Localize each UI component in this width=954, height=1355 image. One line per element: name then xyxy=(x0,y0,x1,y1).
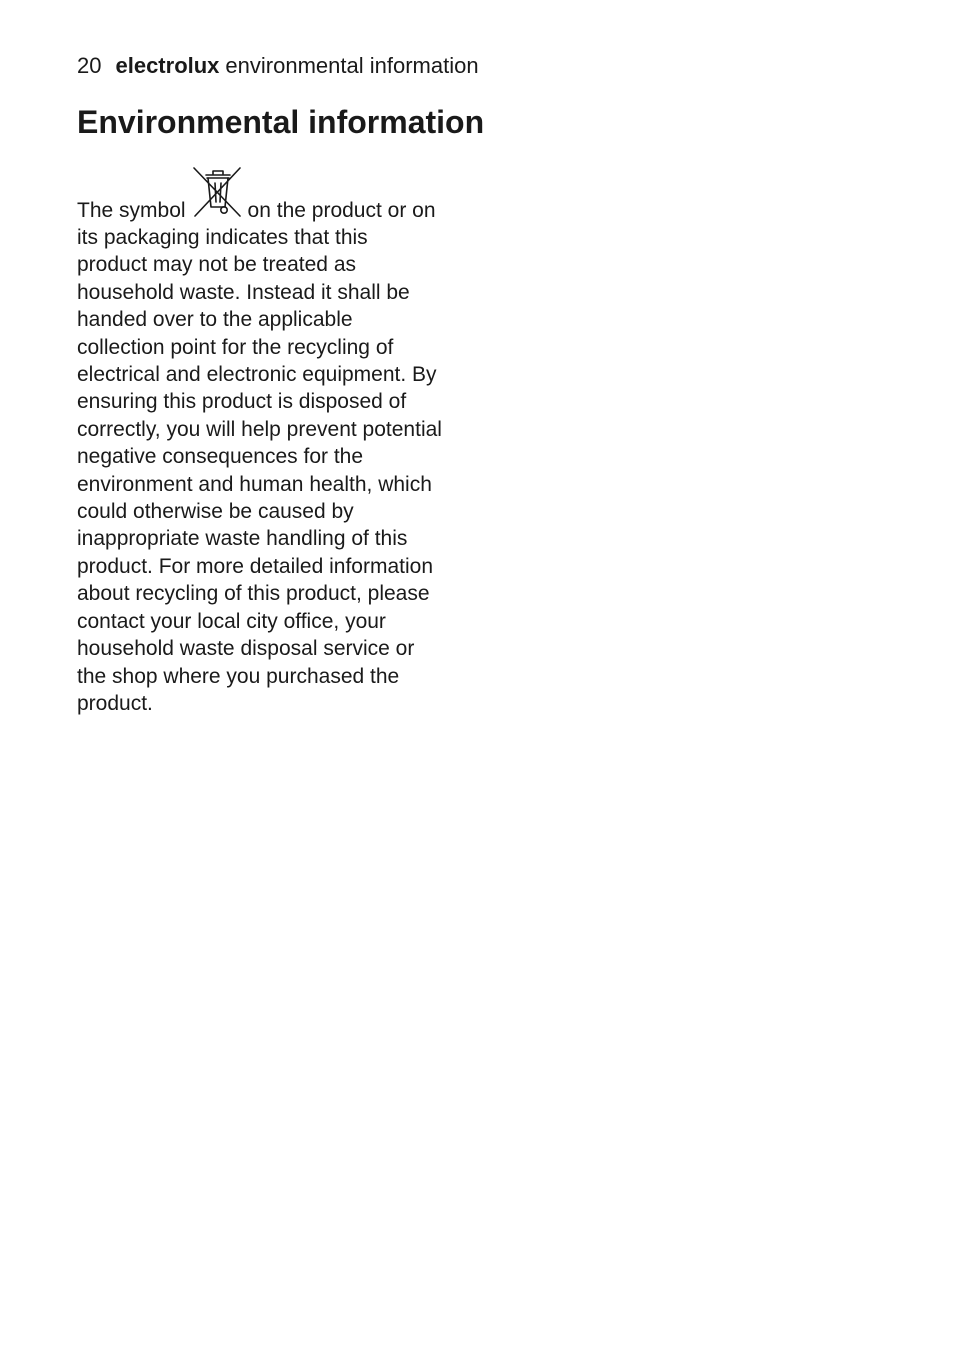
section-name: environmental information xyxy=(225,53,479,78)
body-line: inappropriate waste handling of this xyxy=(77,527,408,551)
body-line: could otherwise be caused by xyxy=(77,500,354,524)
body-line: ensuring this product is disposed of xyxy=(77,390,407,414)
running-header xyxy=(77,52,479,80)
page-number: 20 xyxy=(77,53,102,78)
body-line xyxy=(77,164,477,224)
page-title: Environmental information xyxy=(77,104,485,140)
body-line: product. For more detailed information xyxy=(77,554,434,578)
body-line: household waste. Instead it shall be xyxy=(77,280,410,304)
body-line: electrical and electronic equipment. By xyxy=(77,363,437,387)
body-line: product. xyxy=(77,691,153,715)
body-line: product may not be treated as xyxy=(77,253,356,277)
body-line: negative consequences for the xyxy=(77,445,364,469)
crossed-out-wheeled-bin-icon xyxy=(192,166,244,220)
body-line: its packaging indicates that this xyxy=(77,226,368,249)
body-line: collection point for the recycling of xyxy=(77,335,394,359)
body-line: handed over to the applicable xyxy=(77,308,353,332)
brand-name: electrolux xyxy=(115,53,220,78)
body-line: the shop where you purchased the xyxy=(77,664,400,688)
body-line: household waste disposal service or xyxy=(77,637,415,661)
body-line: contact your local city office, your xyxy=(77,609,386,633)
body-line: correctly, you will help prevent potential xyxy=(77,417,442,441)
body-line: about recycling of this product, please xyxy=(77,582,430,606)
body-text-before-symbol: The symbol xyxy=(77,198,186,222)
body-text-after-symbol: on the product or on xyxy=(247,198,436,222)
body-paragraph xyxy=(77,164,477,717)
body-line: environment and human health, which xyxy=(77,472,432,496)
